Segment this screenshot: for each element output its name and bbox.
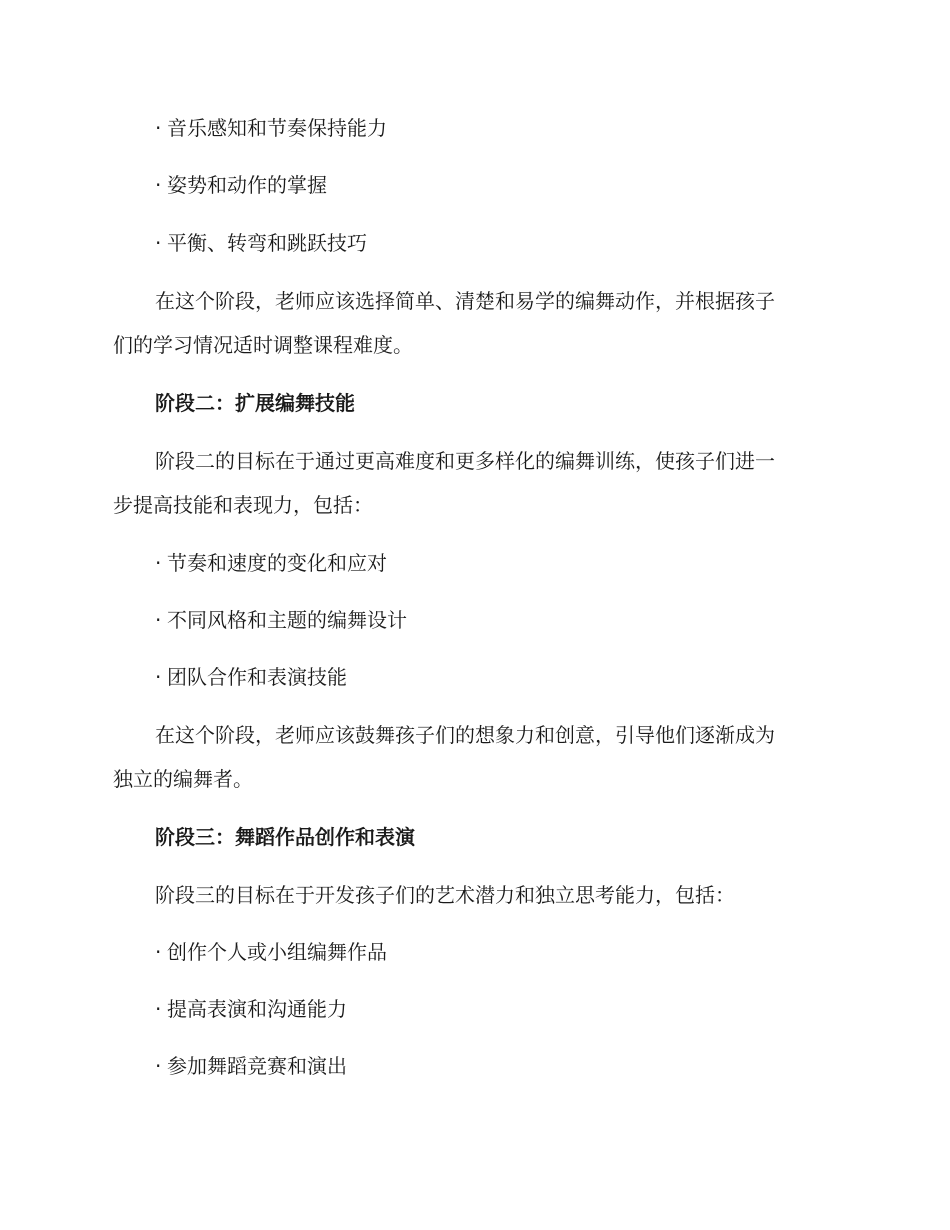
bullet-item xyxy=(155,114,875,142)
bullet-text: 姿势和动作的掌握 xyxy=(167,173,327,197)
bullet-marker: · xyxy=(155,665,162,689)
bullet-marker: · xyxy=(155,1054,162,1078)
bullet-marker: · xyxy=(155,608,162,632)
paragraph-line: 阶段三的目标在于开发孩子们的艺术潜力和独立思考能力，包括： xyxy=(155,883,735,907)
bullet-item xyxy=(155,1052,875,1080)
bullet-marker: · xyxy=(155,173,162,197)
bullet-item xyxy=(155,171,875,199)
bullet-marker: · xyxy=(155,997,162,1021)
bullet-marker: · xyxy=(155,231,162,255)
bullet-marker: · xyxy=(155,940,162,964)
paragraph-line: 们的学习情况适时调整课程难度。 xyxy=(113,333,413,357)
bullet-text: 节奏和速度的变化和应对 xyxy=(167,551,387,575)
bullet-text: 创作个人或小组编舞作品 xyxy=(167,940,387,964)
bullet-marker: · xyxy=(155,551,162,575)
paragraph-line: 步提高技能和表现力，包括： xyxy=(113,493,373,517)
section-heading: 阶段二：扩展编舞技能 xyxy=(155,391,355,415)
bullet-text: 团队合作和表演技能 xyxy=(167,665,347,689)
bullet-text: 不同风格和主题的编舞设计 xyxy=(167,608,407,632)
bullet-item xyxy=(155,938,875,966)
bullet-text: 音乐感知和节奏保持能力 xyxy=(167,116,387,140)
bullet-item xyxy=(155,549,875,577)
bullet-item xyxy=(155,606,875,634)
paragraph-line: 阶段二的目标在于通过更高难度和更多样化的编舞训练，使孩子们进一 xyxy=(155,449,775,473)
paragraph-line: 在这个阶段，老师应该选择简单、清楚和易学的编舞动作，并根据孩子 xyxy=(155,289,775,313)
paragraph-line: 在这个阶段，老师应该鼓舞孩子们的想象力和创意，引导他们逐渐成为 xyxy=(155,723,775,747)
section-heading: 阶段三：舞蹈作品创作和表演 xyxy=(155,825,415,849)
bullet-item xyxy=(155,229,875,257)
bullet-text: 提高表演和沟通能力 xyxy=(167,997,347,1021)
bullet-marker: · xyxy=(155,116,162,140)
bullet-text: 参加舞蹈竞赛和演出 xyxy=(167,1054,347,1078)
bullet-text: 平衡、转弯和跳跃技巧 xyxy=(167,231,367,255)
bullet-item xyxy=(155,995,875,1023)
bullet-item xyxy=(155,663,875,691)
paragraph-line: 独立的编舞者。 xyxy=(113,767,253,791)
